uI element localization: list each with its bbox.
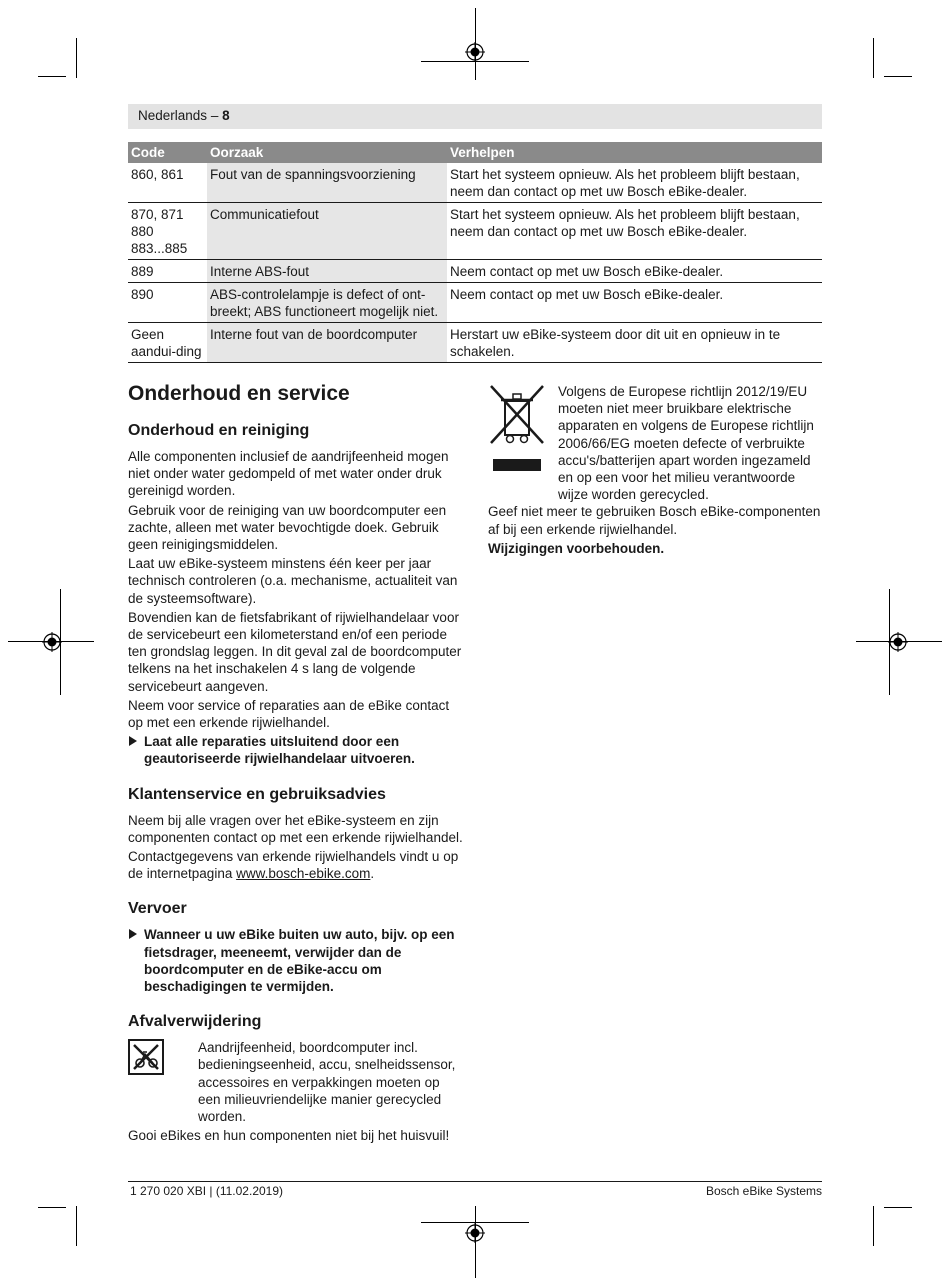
table-row [128,203,822,260]
paragraph: Laat uw eBike-systeem minstens één keer per jaar technisch controleren (o.a. mechanisme, actualiteit van de systeemsoftware). [128,556,458,606]
footer-doc-number: 1 270 020 XBI | (11.02.2019) [130,1184,284,1198]
bullet-text: Laat alle reparaties uitsluitend door een geautoriseerde rijwielhandelaar uitvoeren. [144,734,415,767]
cell-cause: Interne fout van de boordcomputer [207,323,447,363]
paragraph [128,848,463,882]
crop-mark [38,76,66,77]
paragraph: Gebruik voor de reiniging van uw boordcomputer een zachte, alleen met water bevochtigde doek. Gebruik geen reinigingsmiddelen. [128,502,447,553]
section-title: Onderhoud en service [128,382,350,405]
weee-crossed-bin-icon [488,383,546,473]
paragraph: Gooi eBikes en hun componenten niet bij het huisvuil! [128,1128,450,1144]
cell-fix: Neem contact op met uw Bosch eBike-dealer. [447,283,822,323]
transport-heading: Vervoer [128,900,187,918]
registration-mark-icon [42,632,62,652]
table-row [128,283,822,323]
footer-rule [128,1181,822,1182]
right-column [488,383,823,559]
table-row [128,163,822,203]
changes-reserved-note: Wijzigingen voorbehouden. [488,540,665,556]
registration-mark-icon [465,1223,485,1243]
cell-cause: Fout van de spanningsvoorziening [207,163,447,203]
crop-mark [884,76,912,77]
crop-mark [873,1206,874,1246]
disposal-icon-block [128,1039,463,1125]
crop-mark [884,1207,912,1208]
website-link[interactable]: www.bosch-ebike.com [236,866,371,882]
crop-mark [76,1206,77,1246]
paragraph: Alle componenten inclusief de aandrijfeenheid mogen niet onder water gedompeld of met water onder druk gereinigd worden. [128,449,449,499]
cell-cause: ABS-controlelampje is defect of ont-breekt; ABS functioneert mogelijk niet. [207,283,447,323]
footer-company: Bosch eBike Systems [705,1184,822,1198]
maintenance-heading: Onderhoud en reiniging [128,422,310,439]
paragraph: Neem bij alle vragen over het eBike-systeem en zijn componenten contact op met een erkende rijwielhandel. [128,812,463,845]
weee-block [488,383,823,503]
paragraph-text: Contactgegevens van erkende rijwielhandels vindt u op de internetpagina [128,849,459,882]
cell-fix: Neem contact op met uw Bosch eBike-dealer. [447,260,822,283]
cell-fix: Herstart uw eBike-systeem door dit uit en opnieuw in te schakelen. [447,323,822,363]
weee-text: Volgens de Europese richtlijn 2012/19/EU moeten niet meer bruikbare elektrische apparaten en volgens de Europese richtlijn 2006/66/EG moeten defecte of verbruikte accu's/batterijen apart worden ingezameld en op een voor het milieu verantwoorde wijze worden gerecycled. [558,384,814,503]
table-row [128,260,822,283]
cell-code: Geen aandui-ding [128,323,207,363]
recycling-icon [128,1039,164,1075]
error-code-table [128,142,822,363]
cell-code: 870, 871 880 883...885 [128,203,207,260]
page-header-bar [128,104,822,129]
disposal-heading: Afvalverwijdering [128,1013,262,1031]
column-header-code: Code [128,142,207,163]
paragraph: Geef niet meer te gebruiken Bosch eBike-componenten af bij een erkende rijwielhandel. [488,504,821,537]
table-header-row [128,142,822,163]
bullet-triangle-icon [129,736,137,746]
table-row [128,323,822,363]
bullet-item [128,733,463,767]
bullet-triangle-icon [129,929,137,939]
paragraph: Neem voor service of reparaties aan de eBike contact op met een erkende rijwielhandel. [128,697,450,731]
cell-code: 890 [128,283,207,323]
disposal-text: Aandrijfeenheid, boordcomputer incl. bedieningseenheid, accu, snelheidssensor, accessoires en verpakkingen moeten op een milieuvriendelijke manier gerecycled worden. [198,1040,456,1125]
column-header-cause: Oorzaak [207,142,447,163]
customer-service-heading: Klantenservice en gebruiksadvies [128,785,386,803]
crop-mark [873,38,874,78]
bullet-item [128,926,463,995]
cell-cause: Communicatiefout [207,203,447,260]
cell-code: 889 [128,260,207,283]
paragraph-text: . [370,866,375,882]
cell-cause: Interne ABS-fout [207,260,447,283]
paragraph: Bovendien kan de fietsfabrikant of rijwielhandelaar voor de servicebeurt een kilometerstand en/of een periode ten grondslag leggen. In dit geval zal de boordcomputer telkens na het inschakelen 4 s lang de volgende servicebeurt aangeven. [128,609,462,694]
header-language: Nederlands [138,108,208,123]
column-header-fix: Verhelpen [447,142,822,163]
cell-code: 860, 861 [128,163,207,203]
cell-fix: Start het systeem opnieuw. Als het probleem blijft bestaan, neem dan contact op met uw Bosch eBike-dealer. [447,163,822,203]
page-header [138,108,230,123]
crop-mark [76,38,77,78]
page-number: 8 [222,108,230,123]
left-column [128,380,463,1147]
crop-mark [38,1207,66,1208]
bullet-text: Wanneer u uw eBike buiten uw auto, bijv. op een fietsdrager, meeneemt, verwijder dan de boordcomputer en de eBike-accu om beschadigingen te vermijden. [144,927,455,995]
registration-mark-icon [888,632,908,652]
cell-fix: Start het systeem opnieuw. Als het probleem blijft bestaan, neem dan contact op met uw Bosch eBike-dealer. [447,203,822,260]
registration-mark-icon [465,42,485,62]
header-separator: – [210,108,219,123]
